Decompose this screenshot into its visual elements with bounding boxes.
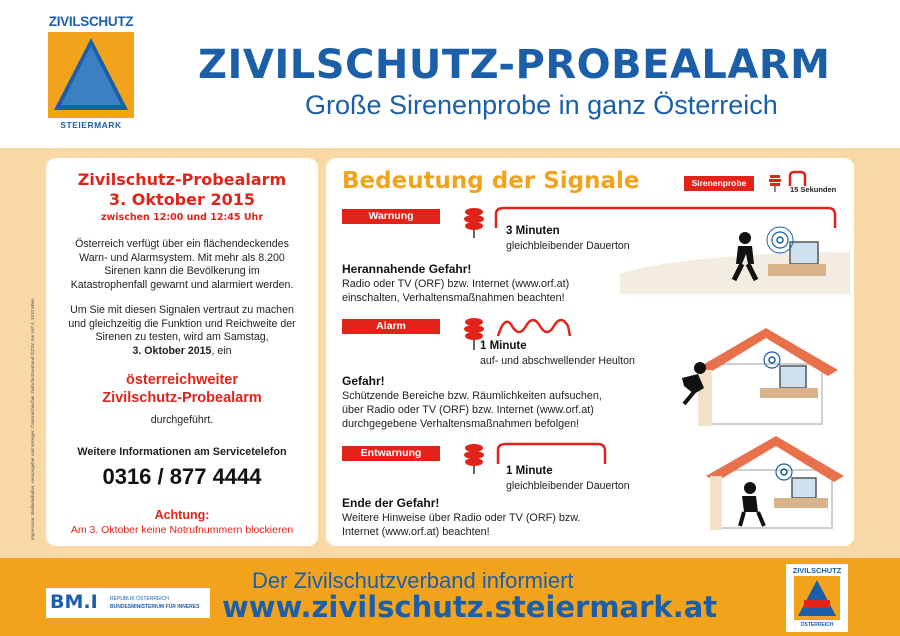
- alarm-head: Gefahr!: [342, 374, 385, 388]
- purpose-line: und gleichzeitig die Funktion und Reichweite der: [68, 317, 296, 330]
- signals-title: Bedeutung der Signale: [342, 168, 640, 194]
- footer-url-link[interactable]: www.zivilschutz.steiermark.at: [222, 590, 718, 624]
- imprint-note: Impressum: Medieninhaber, Herausgeber und Verleger: Österreichischer Zivilschutzverband ÖZSV, Am Hof 4, 1010 Wien: [30, 298, 35, 540]
- intro-line: Katastrophenfall gewarnt und alarmiert werden.: [70, 278, 294, 291]
- probe-duration: 15 Sekunden: [790, 185, 837, 194]
- page-title: ZIVILSCHUTZ-PROBEALARM: [198, 42, 831, 88]
- intro-paragraph: [54, 238, 310, 292]
- probe-tag: Sirenenprobe: [684, 176, 754, 191]
- bmi-logo: [46, 588, 210, 618]
- red-highlight-1: österreichweiter: [125, 372, 239, 388]
- warnung-line: einschalten, Verhaltensmaßnahmen beachten!: [342, 292, 565, 304]
- warnung-tone: gleichbleibender Dauerton: [506, 240, 630, 252]
- purpose-end: , ein: [211, 344, 232, 357]
- attention-text: Am 3. Oktober keine Notrufnummern blockieren: [70, 524, 294, 536]
- siren-icon: [769, 175, 781, 192]
- header: [0, 0, 900, 148]
- alarm-duration: 1 Minute: [480, 340, 527, 352]
- warnung-line: Radio oder TV (ORF) bzw. Internet (www.orf.at): [342, 278, 570, 290]
- info-panel: [46, 158, 318, 546]
- entwarnung-head: Ende der Gefahr!: [342, 496, 440, 510]
- page-subtitle: Große Sirenenprobe in ganz Österreich: [305, 90, 778, 120]
- outdoor-scene-graphic: [620, 224, 850, 294]
- siren-icon: [464, 444, 484, 474]
- logo-bottom-text: STEIERMARK: [60, 120, 122, 130]
- house-alarm-graphic: [670, 324, 846, 428]
- probealarm-title: Zivilschutz-Probealarm: [77, 170, 287, 189]
- logo-triangle-box: [48, 32, 134, 118]
- logo-top-text: ZIVILSCHUTZ: [48, 14, 134, 29]
- logo2-bottom-text: ÖSTERREICH: [800, 622, 834, 628]
- done-text: durchgeführt.: [150, 414, 214, 426]
- alarm-line: durchgegebene Verhaltensmaßnahmen befolgen!: [342, 418, 580, 430]
- entwarnung-duration: 1 Minute: [506, 465, 553, 477]
- zivilschutz-steiermark-logo: [44, 14, 138, 132]
- probealarm-time: zwischen 12:00 und 12:45 Uhr: [100, 212, 263, 223]
- triangle-icon: [794, 576, 840, 620]
- attention-label: Achtung:: [154, 508, 210, 522]
- purpose-line: [54, 345, 310, 359]
- warnung-duration: 3 Minuten: [506, 225, 560, 237]
- service-info: Weitere Informationen am Servicetelefon: [77, 446, 287, 458]
- purpose-line: Sirenen zu testen, wird am Samstag,: [95, 331, 269, 343]
- red-highlight-2: Zivilschutz-Probealarm: [102, 390, 262, 406]
- probealarm-date: 3. Oktober 2015: [109, 190, 255, 209]
- intro-line: Sirenen kann die Bevölkerung im: [104, 265, 260, 277]
- house-entwarnung-graphic: [698, 432, 846, 532]
- entwarnung-line: Weitere Hinweise über Radio oder TV (ORF) bzw.: [342, 512, 581, 524]
- alarm-tone: auf- und abschwellender Heulton: [480, 355, 635, 367]
- siren-icon: [464, 208, 484, 238]
- purpose-date: 3. Oktober 2015: [132, 344, 212, 357]
- bmi-logo-text: BM.I: [50, 591, 98, 613]
- entwarnung-tone: gleichbleibender Dauerton: [506, 480, 630, 492]
- warnung-head: Herannahende Gefahr!: [342, 262, 472, 276]
- alarm-line: Schützende Bereiche bzw. Räumlichkeiten aufsuchen,: [342, 390, 602, 402]
- triangle-icon: [48, 32, 134, 118]
- entwarnung-body: [342, 511, 580, 539]
- footer-tagline: Der Zivilschutzverband informiert: [252, 568, 574, 593]
- service-phone: 0316 / 877 4444: [102, 464, 262, 489]
- intro-line: Warn- und Alarmsystem. Mit mehr als 8.200: [79, 251, 285, 264]
- signal-tag-alarm: Alarm: [342, 319, 440, 334]
- zivilschutz-oesterreich-logo: [786, 564, 848, 632]
- radio-tv-icon: [767, 227, 826, 276]
- alarm-body: [342, 389, 602, 431]
- intro-line: Österreich verfügt über ein flächendeckendes: [75, 238, 289, 250]
- logo2-top-text: ZIVILSCHUTZ: [792, 566, 842, 575]
- entwarnung-line: Internet (www.orf.at) beachten!: [342, 526, 490, 538]
- bmi-line-2: BUNDESMINISTERIUM FÜR INNERES: [110, 604, 200, 610]
- alarm-line: über Radio oder TV (ORF) bzw. Internet (www.orf.at): [342, 404, 594, 416]
- bmi-line-1: REPUBLIK ÖSTERREICH: [110, 596, 169, 602]
- signal-tag-entwarnung: Entwarnung: [342, 446, 440, 461]
- purpose-paragraph: [54, 304, 310, 358]
- warnung-body: [342, 277, 569, 305]
- purpose-line: Um Sie mit diesen Signalen vertraut zu machen: [70, 304, 294, 316]
- signal-tag-warnung: Warnung: [342, 209, 440, 224]
